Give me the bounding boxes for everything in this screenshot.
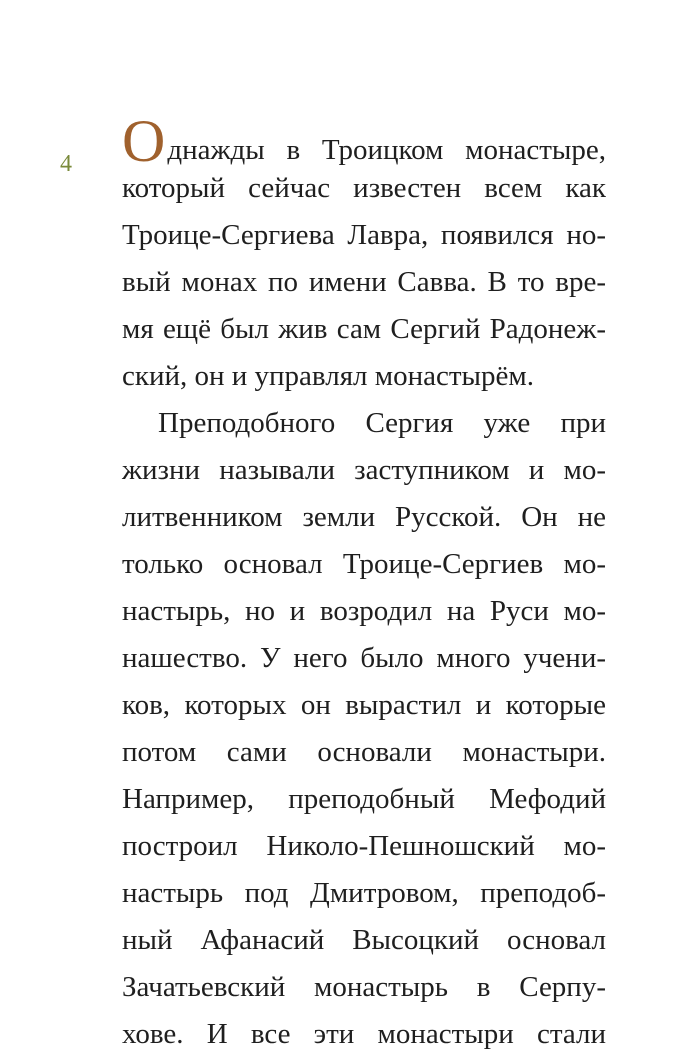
text-line: ный Афанасий Высоцкий основал <box>122 924 606 956</box>
text-line: мя ещё был жив сам Сергий Радонеж- <box>122 313 606 345</box>
text-line: ков, которых он вырастил и которые <box>122 689 606 721</box>
text-line: ский, он и управлял монастырём. <box>122 360 535 392</box>
text-line: настырь, но и возродил на Руси мо- <box>122 595 606 627</box>
text-line: жизни называли заступником и мо- <box>122 454 606 486</box>
text-line: вый монах по имени Савва. В то вре- <box>122 266 606 298</box>
text-line: литвенником земли Русской. Он не <box>122 501 606 533</box>
text-line: построил Николо-Пешношский мо- <box>122 830 606 862</box>
text-line: Зачатьевский монастырь в Серпу- <box>122 971 606 1003</box>
text-line: нашество. У него было много учени- <box>122 642 606 674</box>
page-number: 4 <box>60 151 72 177</box>
text-line: потом сами основали монастыри. <box>122 736 606 768</box>
text-line: Например, преподобный Мефодий <box>122 783 606 815</box>
text-line-content: днажды в Троицком монастыре, <box>167 134 606 166</box>
text-line: который сейчас известен всем как <box>122 172 606 204</box>
text-line: Троице-Сергиева Лавра, появился но- <box>122 219 606 251</box>
text-line: хове. И все эти монастыри стали <box>122 1018 606 1050</box>
text-line: настырь под Дмитровом, преподоб- <box>122 877 606 909</box>
text-line <box>122 108 606 174</box>
drop-cap: О <box>122 108 166 174</box>
body-text <box>122 108 606 1058</box>
text-line: Преподобного Сергия уже при <box>158 407 606 439</box>
text-line: только основал Троице-Сергиев мо- <box>122 548 606 580</box>
